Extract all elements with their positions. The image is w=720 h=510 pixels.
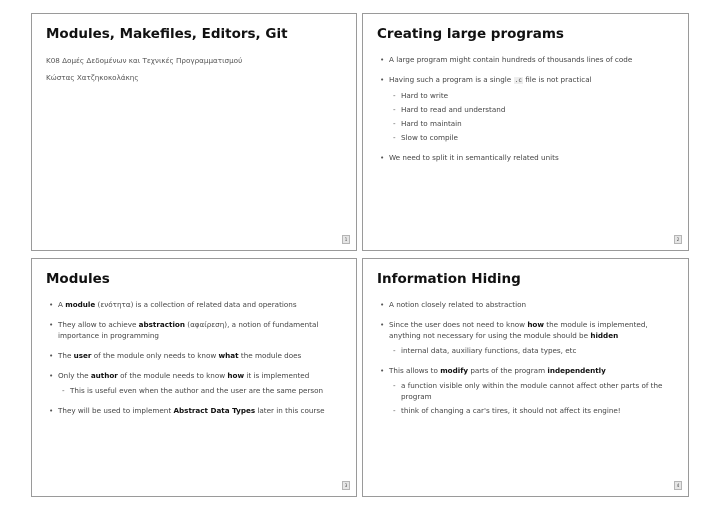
bullet-list (377, 54, 678, 172)
sub-list (389, 380, 678, 416)
bullet-item: • Only the author of the module needs to know how it is implemented - This is useful even when the author and the user are the same person (46, 370, 346, 396)
sub-item: - Hard to read and understand (389, 104, 678, 115)
sub-list (389, 90, 678, 143)
slide-title: Modules (46, 271, 110, 287)
bullet-item: • They will be used to implement Abstract Data Types later in this course (46, 405, 346, 416)
page-number: 4 (674, 481, 682, 490)
slide-3 (31, 258, 357, 497)
sub-item: - Hard to maintain (389, 118, 678, 129)
bullet-item: • Having such a program is a single .c file is not practical - Hard to write - Hard to read and understand - Hard to maintain - Slow to compile (377, 74, 678, 143)
page-number: 3 (342, 481, 350, 490)
slide-2 (362, 13, 689, 251)
bullet-item: • A module (ενότητα) is a collection of related data and operations (46, 299, 346, 310)
slide-1 (31, 13, 357, 251)
bullet-item: • This allows to modify parts of the program independently - a function visible only within the module cannot affect other parts of the program - think of changing a car's tires, it should not affect its engine! (377, 365, 678, 416)
slide-title: Creating large programs (377, 26, 564, 42)
bullet-item: • They allow to achieve abstraction (αφαίρεση), a notion of fundamental importance in programming (46, 319, 346, 341)
bullet-item: • A large program might contain hundreds of thousands lines of code (377, 54, 678, 65)
bullet-item: • The user of the module only needs to know what the module does (46, 350, 346, 361)
bullet-list (46, 299, 346, 425)
bullet-item: • A notion closely related to abstraction (377, 299, 678, 310)
page-number: 2 (674, 235, 682, 244)
bullet-item: • We need to split it in semantically related units (377, 152, 678, 163)
sub-item: - think of changing a car's tires, it should not affect its engine! (389, 405, 678, 416)
bullet-item: • Since the user does not need to know how the module is implemented, anything not necessary for using the module should be hidden - internal data, auxiliary functions, data types, etc (377, 319, 678, 356)
sub-item: - internal data, auxiliary functions, data types, etc (389, 345, 678, 356)
author-name: Κώστας Χατζηκοκολάκης (46, 73, 139, 82)
sub-item: - This is useful even when the author and the user are the same person (58, 385, 346, 396)
course-name: Κ08 Δομές Δεδομένων και Τεχνικές Προγραμματισμού (46, 56, 243, 65)
sub-list (389, 345, 678, 356)
bullet-list (377, 299, 678, 425)
sub-item: - a function visible only within the module cannot affect other parts of the program (389, 380, 678, 402)
slide-4 (362, 258, 689, 497)
slide-title: Modules, Makefiles, Editors, Git (46, 26, 288, 42)
page-number: 1 (342, 235, 350, 244)
sub-item: - Slow to compile (389, 132, 678, 143)
sub-list (58, 385, 346, 396)
code-snippet: .c (514, 77, 522, 84)
sub-item: - Hard to write (389, 90, 678, 101)
slide-title: Information Hiding (377, 271, 521, 287)
